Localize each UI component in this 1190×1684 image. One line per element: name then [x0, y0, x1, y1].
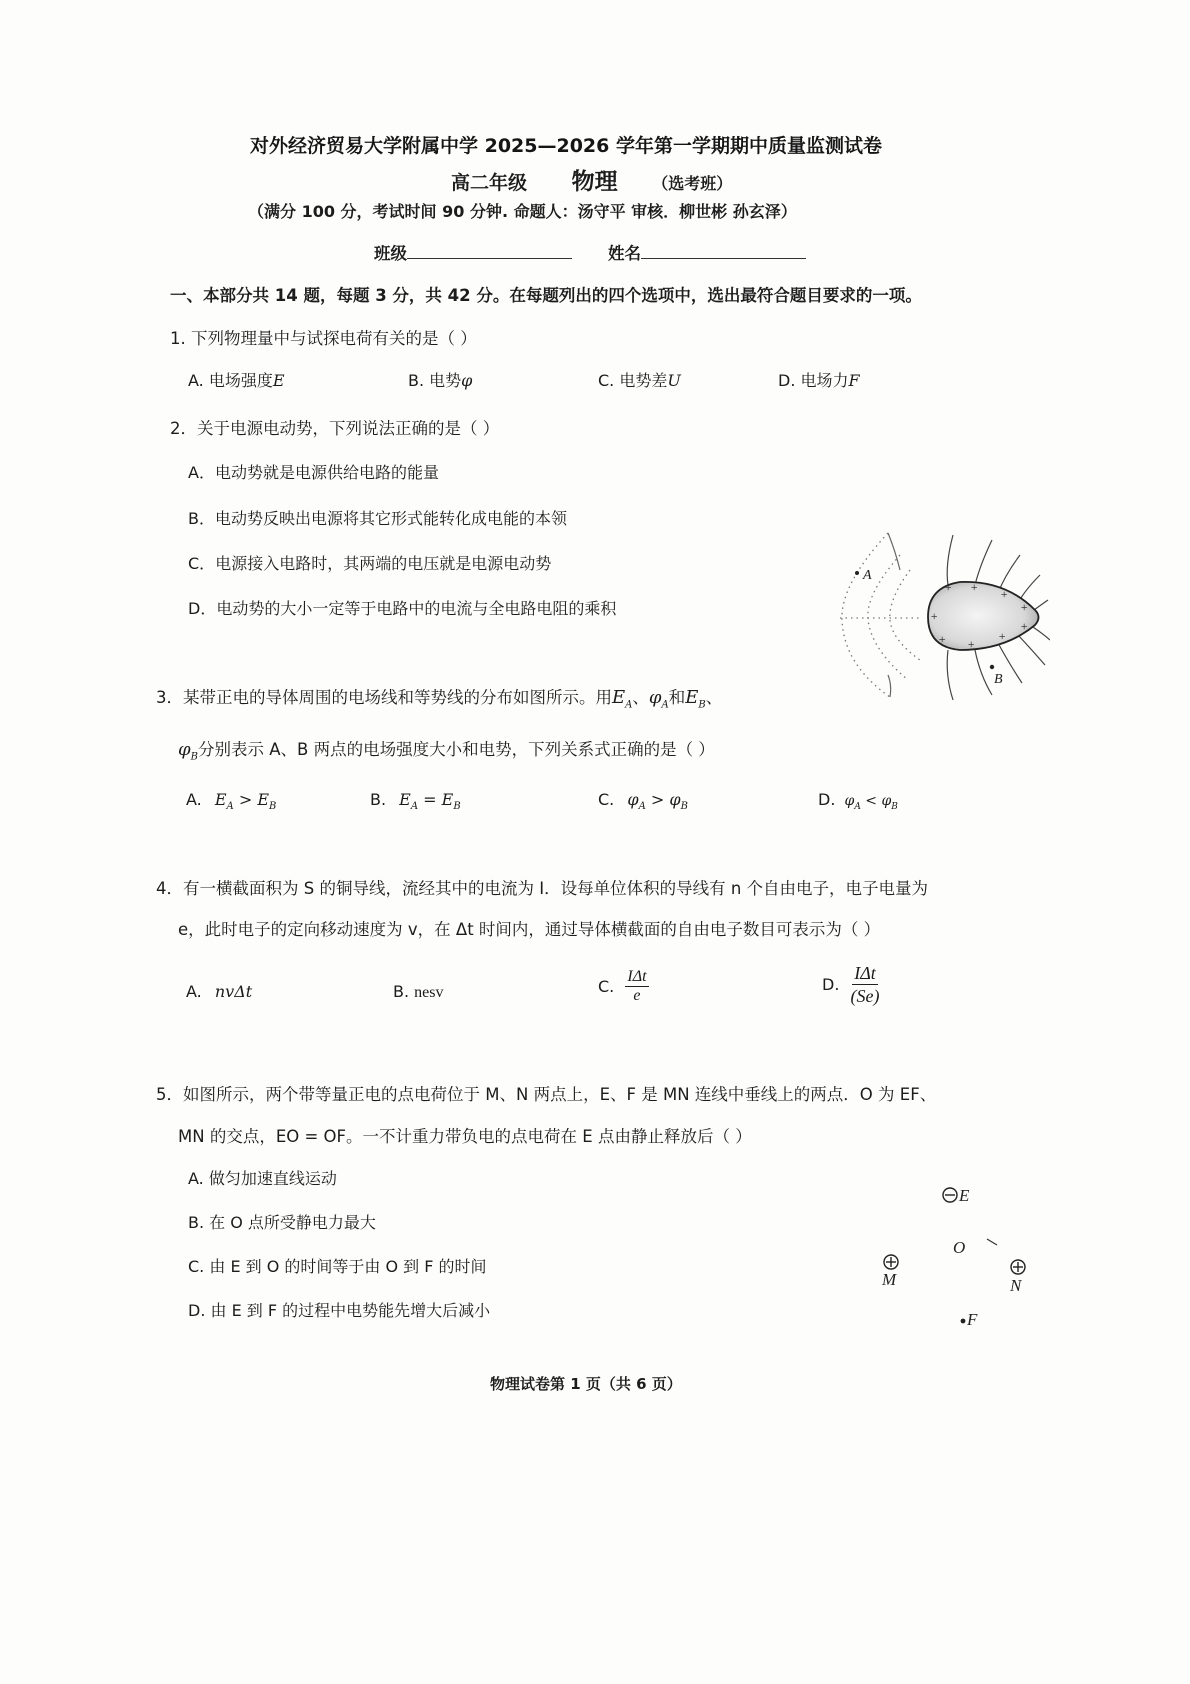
q3-option-c[interactable]: C. $\varphi_A > \varphi_B$ — [598, 790, 688, 813]
point-e-label: E — [959, 1186, 970, 1205]
q5-option-d[interactable] — [188, 1298, 490, 1321]
denominator: (Se) — [850, 986, 880, 1006]
exam-title: 对外经济贸易大学附属中学 2025—2026 学年第一学期期中质量监测试卷 — [250, 135, 882, 157]
q2-stem: 2．关于电源电动势，下列说法正确的是（ ） — [170, 419, 500, 438]
option-text: 电势 — [429, 371, 462, 390]
option-text: 电场强度 — [208, 371, 273, 390]
svg-text:+: + — [944, 580, 953, 594]
q1-option-a[interactable] — [188, 368, 285, 391]
option-label: A. — [186, 790, 202, 809]
q2-option-d[interactable] — [188, 596, 616, 619]
exam-subtitle — [451, 163, 732, 196]
class-type-label: （选考班） — [652, 174, 733, 193]
q1-stem: 1. 下列物理量中与试探电荷有关的是（ ） — [170, 329, 477, 348]
q1-option-c[interactable] — [598, 368, 681, 391]
point-o-label: O — [953, 1238, 966, 1257]
fraction — [851, 962, 880, 1007]
option-label: C. — [598, 790, 615, 809]
numerator: IΔt — [854, 963, 876, 983]
option-label: C． — [188, 554, 216, 573]
name-blank[interactable] — [641, 242, 806, 259]
option-text: 电动势的大小一定等于电路中的电流与全电路电阻的乘积 — [216, 599, 617, 618]
numerator: IΔt — [627, 968, 647, 985]
q5-option-a[interactable] — [188, 1166, 337, 1189]
option-text: 电动势就是电源供给电路的能量 — [214, 463, 439, 482]
name-label: 姓名 — [608, 244, 641, 263]
q4-option-b[interactable] — [393, 982, 443, 1002]
svg-text:+: + — [1000, 587, 1009, 601]
point-m-label: M — [882, 1270, 897, 1289]
denominator: e — [633, 987, 641, 1004]
page-footer: 物理试卷第 1 页（共 6 页） — [490, 1375, 682, 1393]
section-instructions: 一、本部分共 14 题，每题 3 分，共 42 分。在每题列出的四个选项中，选出最符合题目要求的一项。 — [170, 286, 922, 305]
option-symbol: E — [272, 371, 285, 390]
svg-text:+: + — [1020, 600, 1029, 614]
option-text: 由 E 到 O 的时间等于由 O 到 F 的时间 — [209, 1257, 487, 1276]
q2-option-a[interactable] — [188, 460, 439, 483]
option-label: C. — [598, 371, 615, 390]
q3-option-b[interactable]: B. $E_A = E_B$ — [370, 790, 461, 813]
q3-stem-line2: $\varphi_B$分别表示 A、B 两点的电场强度大小和电势，下列关系式正确的是（ ） — [178, 739, 715, 763]
q3-option-d[interactable]: D. $\varphi_A < \varphi_B$ — [818, 790, 898, 812]
svg-text:+: + — [938, 632, 947, 646]
point-f-label: F — [967, 1310, 978, 1325]
option-expr: nvΔt — [214, 982, 253, 1001]
option-label: A． — [188, 463, 215, 482]
q5-stem-line1: 5．如图所示，两个带等量正电的点电荷位于 M、N 两点上，E、F 是 MN 连线中垂线上的两点．O 为 EF、 — [156, 1085, 937, 1104]
option-text: 在 O 点所受静电力最大 — [209, 1213, 376, 1232]
option-text: 电动势反映出电源将其它形式能转化成电能的本领 — [214, 509, 567, 528]
svg-text:+: + — [998, 629, 1007, 643]
class-label: 班级 — [374, 244, 407, 263]
q4-option-d[interactable] — [822, 962, 879, 1007]
point-n-label: N — [1010, 1276, 1022, 1295]
q2-option-c[interactable] — [188, 551, 551, 574]
name-field — [608, 240, 806, 264]
point-a-label: A — [863, 568, 872, 583]
option-label: A. — [186, 982, 202, 1001]
q3-stem-text: 3．某带正电的导体周围的电场线和等势线的分布如图所示。用 — [156, 688, 612, 707]
q1-option-d[interactable] — [778, 368, 860, 391]
q4-stem-line1: 4．有一横截面积为 S 的铜导线，流经其中的电流为 I．设每单位体积的导线有 n 个自由电子，电子电量为 — [156, 879, 929, 898]
exam-meta: （满分 100 分，考试时间 90 分钟. 命题人：汤守平 审核．柳世彬 孙玄泽） — [248, 202, 797, 221]
option-text: 由 E 到 F 的过程中电势能先增大后减小 — [210, 1301, 491, 1320]
option-label: D． — [188, 599, 217, 618]
option-label: B. — [370, 790, 387, 809]
q5-stem-line2: MN 的交点，EO = OF。一不计重力带负电的点电荷在 E 点由静止释放后（ ） — [178, 1127, 752, 1146]
q5-option-c[interactable] — [188, 1254, 487, 1277]
q3-stem-line1: 3．某带正电的导体周围的电场线和等势线的分布如图所示。用$E_A$、$\varphi_A$和$E_B$、 — [156, 687, 723, 711]
option-label: D. — [822, 975, 840, 994]
option-label: C. — [188, 1257, 205, 1276]
option-text: 电源接入电路时，其两端的电压就是电源电动势 — [215, 554, 552, 573]
class-blank[interactable] — [407, 242, 572, 259]
grade-label: 高二年级 — [451, 172, 528, 194]
conductor-field-figure — [820, 515, 1050, 710]
q1-option-b[interactable] — [408, 368, 472, 391]
option-text: 电势差 — [619, 371, 668, 390]
option-label: C. — [598, 977, 615, 996]
option-text: 电场力 — [800, 371, 849, 390]
subject-label: 物理 — [571, 169, 618, 195]
option-label: A. — [188, 1169, 204, 1188]
q4-stem-line2: e，此时电子的定向移动速度为 v，在 Δt 时间内，通过导体横截面的自由电子数目可表示为（ ） — [178, 920, 881, 939]
option-symbol: F — [848, 371, 860, 390]
option-label: D. — [188, 1301, 206, 1320]
svg-text:+: + — [1020, 619, 1029, 633]
q4-option-c[interactable] — [598, 968, 649, 1005]
q5-option-b[interactable] — [188, 1210, 376, 1233]
option-label: B． — [188, 509, 215, 528]
q4-option-a[interactable] — [186, 982, 252, 1001]
option-symbol: U — [667, 371, 681, 390]
option-label: B. — [408, 371, 425, 390]
option-text: 做匀加速直线运动 — [208, 1169, 337, 1188]
q2-option-b[interactable] — [188, 506, 567, 529]
option-label: D. — [818, 790, 836, 809]
option-label: A. — [188, 371, 204, 390]
option-expr: nesv — [414, 984, 444, 1001]
svg-text:+: + — [967, 637, 976, 651]
svg-text:+: + — [970, 580, 979, 594]
option-symbol: φ — [461, 371, 473, 390]
fraction — [625, 968, 648, 1005]
option-label: B. — [393, 982, 410, 1001]
option-label: B. — [188, 1213, 205, 1232]
option-label: D. — [778, 371, 796, 390]
svg-text:+: + — [930, 609, 939, 623]
q3-stem-text2: 分别表示 A、B 两点的电场强度大小和电势，下列关系式正确的是（ ） — [197, 740, 715, 759]
point-b-label: B — [994, 672, 1003, 687]
q3-option-a[interactable]: A. $E_A > E_B$ — [186, 790, 277, 813]
point-charges-figure — [850, 1175, 1030, 1325]
class-field — [374, 240, 572, 264]
